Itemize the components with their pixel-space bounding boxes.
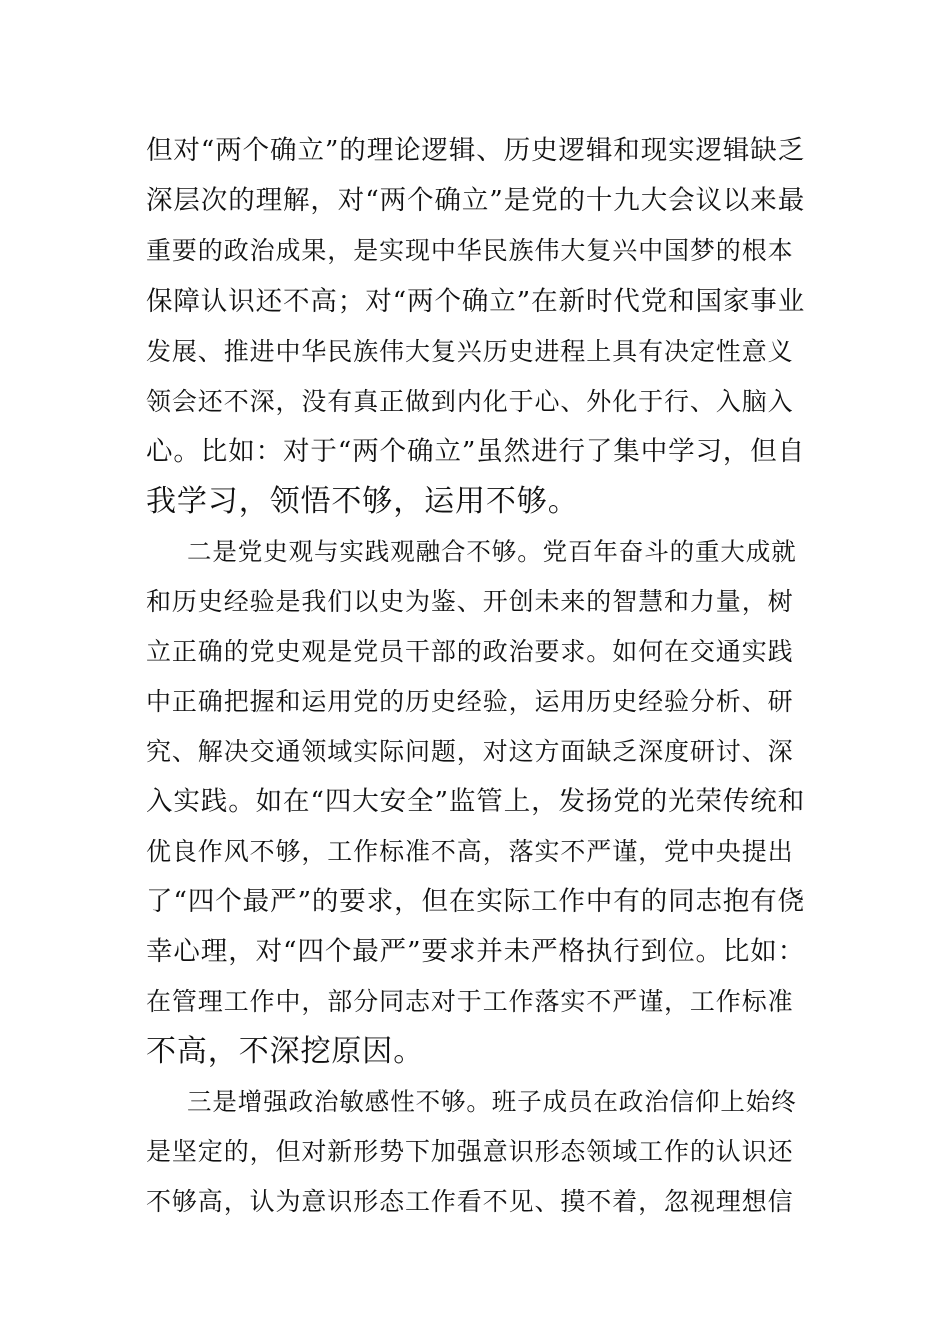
text-line: 二是党史观与实践观融合不够。党百年奋斗的重大成就 bbox=[187, 537, 797, 566]
text-line: 了“四个最严”的要求，但在实际工作中有的同志抱有侥 bbox=[146, 886, 806, 917]
text-line: 优良作风不够，工作标准不高，落实不严谨，党中央提出 bbox=[146, 837, 794, 866]
text-line: 保障认识还不高；对“两个确立”在新时代党和国家事业 bbox=[146, 286, 806, 317]
text-line: 心。比如：对于“两个确立”虽然进行了集中学习，但自 bbox=[146, 436, 806, 467]
text-line: 不高，不深挖原因。 bbox=[146, 1034, 425, 1069]
text-line: 深层次的理解，对“两个确立”是党的十九大会议以来最 bbox=[146, 185, 806, 216]
text-line: 领会还不深，没有真正做到内化于心、外化于行、入脑入 bbox=[146, 387, 794, 416]
text-line: 中正确把握和运用党的历史经验，运用历史经验分析、研 bbox=[146, 687, 794, 716]
text-line: 重要的政治成果，是实现中华民族伟大复兴中国梦的根本 bbox=[146, 236, 794, 265]
text-line: 不够高，认为意识形态工作看不见、摸不着，忽视理想信 bbox=[146, 1187, 794, 1216]
text-line: 立正确的党史观是党员干部的政治要求。如何在交通实践 bbox=[146, 637, 794, 666]
text-line: 是坚定的，但对新形势下加强意识形态领域工作的认识还 bbox=[146, 1137, 794, 1166]
text-line: 和历史经验是我们以史为鉴、开创未来的智慧和力量，树 bbox=[146, 587, 794, 616]
text-line: 入实践。如在“四大安全”监管上，发扬党的光荣传统和 bbox=[146, 786, 806, 817]
text-line: 三是增强政治敏感性不够。班子成员在政治信仰上始终 bbox=[187, 1087, 797, 1116]
text-line: 但对“两个确立”的理论逻辑、历史逻辑和现实逻辑缺乏 bbox=[146, 135, 806, 166]
text-line: 在管理工作中，部分同志对于工作落实不严谨，工作标准 bbox=[146, 987, 794, 1016]
text-line: 发展、推进中华民族伟大复兴历史进程上具有决定性意义 bbox=[146, 337, 794, 366]
text-line: 我学习，领悟不够，运用不够。 bbox=[146, 484, 579, 519]
text-line: 幸心理，对“四个最严”要求并未严格执行到位。比如： bbox=[146, 936, 806, 967]
text-line: 究、解决交通领域实际问题，对这方面缺乏深度研讨、深 bbox=[146, 737, 794, 766]
